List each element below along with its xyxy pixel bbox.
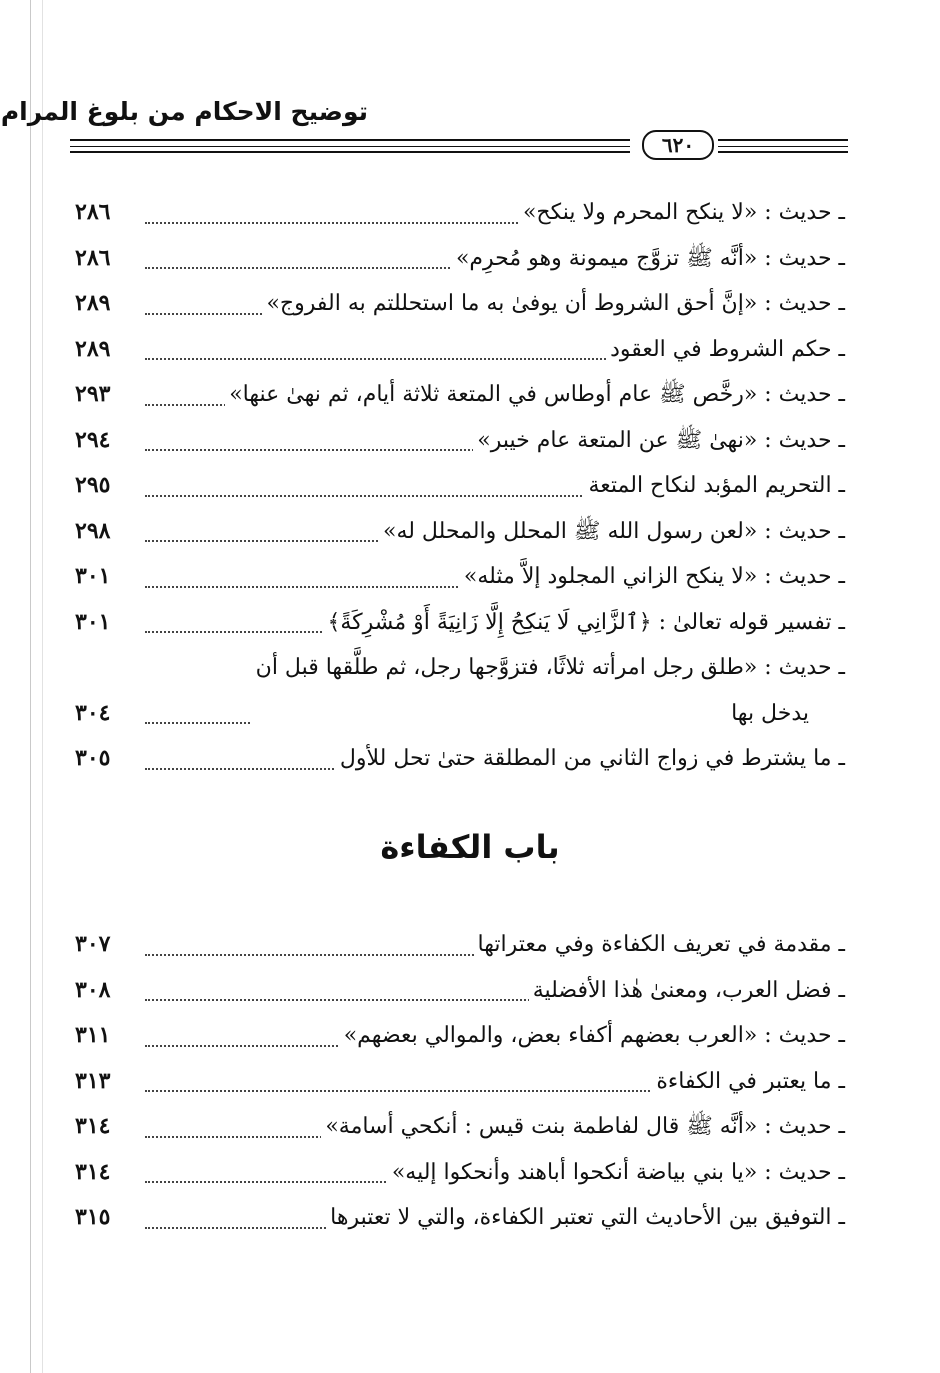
toc-entry-page: ٢٩٣ <box>75 372 141 418</box>
header-rule <box>70 146 630 147</box>
toc-entry-page: ٣٠٤ <box>75 691 141 737</box>
running-title: توضيح الاحكام من بلوغ المرام <box>0 97 368 126</box>
toc-entry-title-line1: ـ حديث : «طلق رجل امرأته ثلاثًا، فتزوَّجها رجل، ثم طلَّقها قبل أن <box>255 655 845 680</box>
toc-entry <box>75 1195 845 1241</box>
page-edge-line <box>42 0 43 1373</box>
toc-entry-page: ٣١٤ <box>75 1150 141 1196</box>
page-header <box>0 95 848 165</box>
page-number: ٦٢٠ <box>642 130 714 160</box>
toc-entry-title: ـ حديث : «أنَّه ﷺ تزوَّج ميمونة وهو مُحرِم» <box>452 236 845 282</box>
toc-entry <box>75 1013 845 1059</box>
toc-entry-title: ـ حديث : «لا ينكح المحرم ولا ينكح» <box>519 190 845 236</box>
toc-entry-title: ـ ما يعتبر في الكفاءة <box>652 1059 845 1105</box>
toc-entry-title: ـ حديث : «لا ينكح الزاني المجلود إلاَّ مثله» <box>460 554 845 600</box>
toc-entry-page: ٢٩٥ <box>75 463 141 509</box>
toc-entry-title: ـ تفسير قوله تعالىٰ : ﴿ٱلزَّانِي لَا يَنكِحُ إِلَّا زَانِيَةً أَوْ مُشْرِكَةً﴾ <box>323 600 845 646</box>
toc-entry <box>75 554 845 600</box>
toc-list <box>75 190 845 782</box>
header-rule <box>70 151 630 153</box>
toc-entry-title: ـ حديث : «إنَّ أحق الشروط أن يوفىٰ به ما استحللتم به الفروج» <box>262 281 845 327</box>
toc-entry <box>75 236 845 282</box>
toc-entry-page: ٣١١ <box>75 1013 141 1059</box>
toc-entry-title: ـ حكم الشروط في العقود <box>606 327 845 373</box>
section-heading: باب الكفاءة <box>380 828 560 866</box>
toc-entry <box>75 418 845 464</box>
toc-entry-title: ـ التحريم المؤبد لنكاح المتعة <box>584 463 845 509</box>
toc-entry <box>75 1150 845 1196</box>
toc-entry <box>75 1104 845 1150</box>
toc-entry-title: ـ حديث : «أنَّه ﷺ قال لفاطمة بنت قيس : أنكحي أسامة» <box>321 1104 845 1150</box>
toc-entry-title: ـ مقدمة في تعريف الكفاءة وفي معتراتها <box>474 922 845 968</box>
header-rule <box>718 139 848 141</box>
toc-entry-title: ـ حديث : «لعن رسول الله ﷺ المحلل والمحلل له» <box>379 509 845 555</box>
toc-entry <box>75 463 845 509</box>
toc-entry-title: ـ ما يشترط في زواج الثاني من المطلقة حتىٰ تحل للأول <box>336 736 845 782</box>
toc-entry-title <box>252 645 845 736</box>
header-rule <box>718 151 848 153</box>
toc-entry-title: ـ حديث : «نهىٰ ﷺ عن المتعة عام خيبر» <box>473 418 845 464</box>
toc-entry <box>75 509 845 555</box>
toc-entry-page: ٢٨٩ <box>75 327 141 373</box>
toc-entry-title: ـ حديث : «يا بني بياضة أنكحوا أباهند وأنحكوا إليه» <box>388 1150 845 1196</box>
page-edge-line <box>30 0 31 1373</box>
toc-entry-page: ٢٩٤ <box>75 418 141 464</box>
toc-entry <box>75 281 845 327</box>
toc-entry-page: ٣٠١ <box>75 554 141 600</box>
toc-entry-page: ٢٨٩ <box>75 281 141 327</box>
toc-entry-page: ٣٠٥ <box>75 736 141 782</box>
toc-entry-title-line2: يدخل بها <box>731 700 809 726</box>
toc-entry <box>75 922 845 968</box>
toc-entry-page: ٣٠٨ <box>75 968 141 1014</box>
toc-entry-title: ـ حديث : «رخَّص ﷺ عام أوطاس في المتعة ثلاثة أيام، ثم نهىٰ عنها» <box>225 372 845 418</box>
toc-entry-page: ٢٨٦ <box>75 236 141 282</box>
toc-entry-title: ـ فضل العرب، ومعنىٰ هٰذا الأفضلية <box>529 968 845 1014</box>
toc-entry-title: ـ التوفيق بين الأحاديث التي تعتبر الكفاءة، والتي لا تعتبرها <box>326 1195 845 1241</box>
toc-entry-page: ٣١٥ <box>75 1195 141 1241</box>
toc-entry <box>75 190 845 236</box>
toc-entry <box>75 968 845 1014</box>
toc-entry-page: ٣١٤ <box>75 1104 141 1150</box>
header-rule <box>718 146 848 147</box>
toc-entry <box>75 736 845 782</box>
toc-entry <box>75 600 845 646</box>
toc-entry <box>75 1059 845 1105</box>
toc-entry <box>75 327 845 373</box>
toc-list <box>75 922 845 1241</box>
toc-entry-page: ٢٩٨ <box>75 509 141 555</box>
toc-entry <box>75 372 845 418</box>
toc-entry-page: ٣١٣ <box>75 1059 141 1105</box>
toc-entry-page: ٢٨٦ <box>75 190 141 236</box>
toc-entry-page: ٣٠٧ <box>75 922 141 968</box>
toc-entry-page: ٣٠١ <box>75 600 141 646</box>
toc-entry <box>75 645 845 736</box>
toc-entry-title: ـ حديث : «العرب بعضهم أكفاء بعض، والموالي بعضهم» <box>340 1013 845 1059</box>
header-rule <box>70 139 630 141</box>
